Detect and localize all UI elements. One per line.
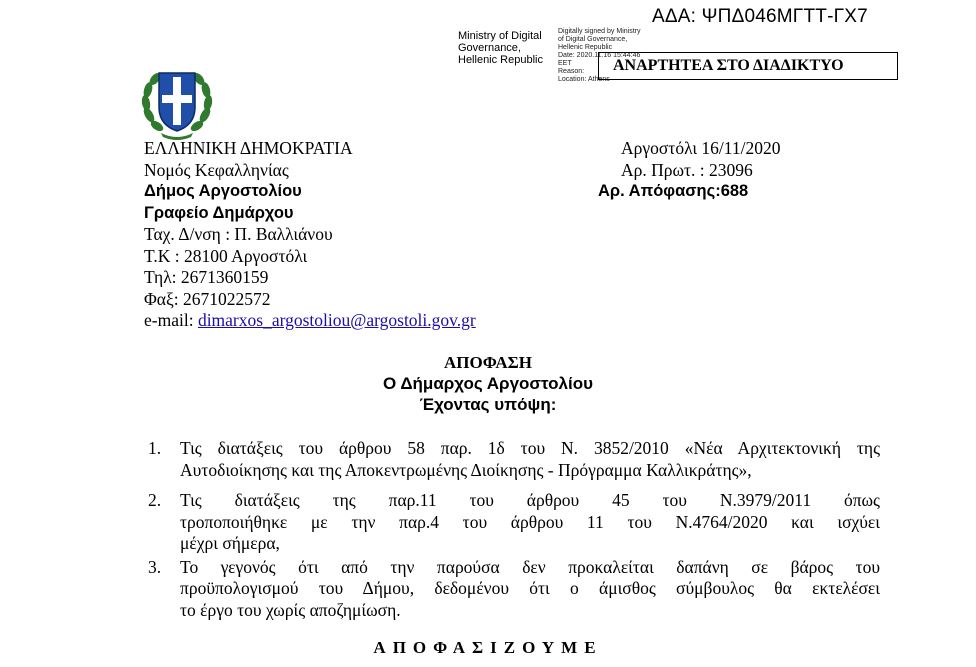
signature-line: Location: Athens xyxy=(558,76,610,83)
signer-line: Hellenic Republic xyxy=(458,54,543,66)
list-item-line: Αυτοδιοίκησης και της Αποκεντρωμένης Διοίκησης - Πρόγραμμα Καλλικράτης», xyxy=(180,459,752,480)
list-item-line: προϋπολογισμού του Δήμου, δεδομένου ότι ο άμισθος σύμβουλος θα εκτελέσει xyxy=(180,578,880,598)
protocol-number: Αρ. Πρωτ. : 23096 xyxy=(621,159,753,180)
issuer-header xyxy=(144,138,476,332)
list-item xyxy=(148,490,880,555)
decision-title: ΑΠΟΦΑΣΗ xyxy=(444,353,532,372)
list-item xyxy=(148,438,880,481)
country-name: ΕΛΛΗΝΙΚΗ ΔΗΜΟΚΡΑΤΙΑ xyxy=(144,138,353,158)
list-item-line: Τις διατάξεις του άρθρου 58 παρ. 1δ του Ν. 3852/2010 «Νέα Αρχιτεκτονική της xyxy=(180,438,880,458)
signer-name xyxy=(458,30,543,66)
postal-address: Ταχ. Δ/νση : Π. Βαλλιάνου xyxy=(144,224,333,244)
signature-line: Date: 2020.11.16 15:44:46 xyxy=(558,52,641,59)
signature-line: Hellenic Republic xyxy=(558,44,613,51)
phone-number: Τηλ: 2671360159 xyxy=(144,267,269,287)
fax-number: Φαξ: 2671022572 xyxy=(144,288,271,309)
list-item-line: Τις διατάξεις της παρ.11 του άρθρου 45 του Ν.3979/2011 όπως xyxy=(180,490,880,510)
list-item-number: 1. xyxy=(148,438,162,458)
postal-code: Τ.Κ : 28100 Αργοστόλι xyxy=(144,245,308,266)
decide-heading: ΑΠΟΦΑΣΙΖΟΥΜΕ xyxy=(373,638,603,657)
document-reference xyxy=(594,138,781,203)
list-item-line: Το γεγονός ότι από την παρούσα δεν προκαλείται δαπάνη σε βάρος του xyxy=(180,556,880,577)
signer-line: Ministry of Digital xyxy=(458,30,542,42)
signature-line: Digitally signed by Ministry xyxy=(558,28,641,35)
publish-online-box: ΑΝΑΡΤΗΤΕΑ ΣΤΟ ΔΙΑΔΙΚΤΥΟ xyxy=(598,52,898,80)
signature-line: of Digital Governance, xyxy=(558,36,628,43)
signer-line: Governance, xyxy=(458,42,521,54)
decision-subtitle: Ο Δήμαρχος Αργοστολίου xyxy=(383,374,593,393)
list-item-line: τροποποιήθηκε με την παρ.4 του άρθρου 11 του Ν.4764/2020 και ισχύει xyxy=(180,511,880,532)
municipality-name: Δήμος Αργοστολίου xyxy=(144,182,302,200)
list-item xyxy=(148,557,880,622)
decision-heading xyxy=(0,352,976,415)
ada-code: ΑΔΑ: ΨΠΔ046ΜΓΤΤ-ΓΧ7 xyxy=(652,6,868,27)
signature-line: Reason: xyxy=(558,68,585,75)
document-date: Αργοστόλι 16/11/2020 xyxy=(621,138,781,158)
list-item-line: το έργο του χωρίς αποζημίωση. xyxy=(180,599,401,620)
email-label: e-mail: xyxy=(144,310,194,330)
email-row xyxy=(144,310,476,332)
signature-line: EET xyxy=(558,60,572,67)
decision-number: Αρ. Απόφασης:688 xyxy=(598,182,749,200)
office-name: Γραφείο Δημάρχου xyxy=(144,203,294,222)
list-item-number: 2. xyxy=(148,490,162,510)
list-item-line: μέχρι σήμερα, xyxy=(180,533,280,553)
email-link[interactable]: dimarxos_argostoliou@argostoli.gov.gr xyxy=(197,310,476,330)
considering-label: Έχοντας υπόψη: xyxy=(419,395,557,414)
considerations-list xyxy=(148,438,880,621)
list-item-number: 3. xyxy=(148,556,162,577)
prefecture-name: Νομός Κεφαλληνίας xyxy=(144,159,289,180)
greek-coat-of-arms-icon xyxy=(139,63,215,141)
